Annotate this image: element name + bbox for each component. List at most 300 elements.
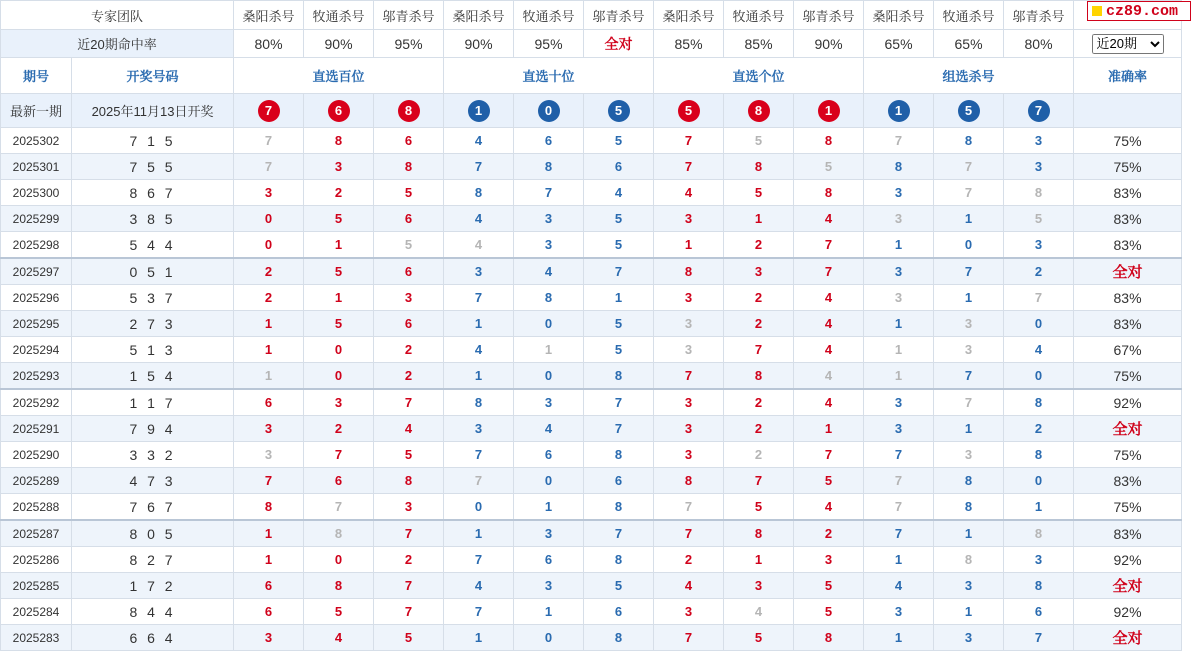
kill-number-cell: 2	[724, 389, 794, 416]
table-row	[1, 154, 1182, 180]
kill-number-cell: 5	[584, 337, 654, 363]
kill-number-cell: 5	[794, 468, 864, 494]
accuracy-cell: 全对	[1074, 625, 1182, 651]
logo-square-icon	[1092, 6, 1102, 16]
kill-number-cell: 8	[724, 520, 794, 547]
latest-ball-cell	[584, 94, 654, 128]
logo-text: cz89.com	[1106, 2, 1179, 20]
kill-number-cell: 7	[374, 520, 444, 547]
accuracy-cell: 75%	[1074, 154, 1182, 180]
kill-number-cell: 7	[934, 180, 1004, 206]
kill-number-cell: 3	[514, 573, 584, 599]
hit-rate: 90%	[444, 30, 514, 58]
table-row	[1, 285, 1182, 311]
hit-rate: 全对	[584, 30, 654, 58]
kill-number-cell: 5	[374, 442, 444, 468]
kill-number-cell: 8	[794, 180, 864, 206]
table-row	[1, 442, 1182, 468]
kill-number-cell: 4	[374, 416, 444, 442]
table-row	[1, 337, 1182, 363]
lottery-ball: 8	[748, 100, 770, 122]
kill-number-cell: 7	[444, 547, 514, 573]
kill-number-cell: 8	[654, 468, 724, 494]
kill-number-cell: 4	[444, 232, 514, 259]
kill-number-cell: 5	[374, 625, 444, 651]
kill-number-cell: 8	[1004, 573, 1074, 599]
kill-number-cell: 7	[724, 337, 794, 363]
draw-number-cell: 4 7 3	[72, 468, 234, 494]
kill-number-cell: 4	[304, 625, 374, 651]
kill-number-cell: 4	[444, 573, 514, 599]
kill-number-cell: 0	[514, 311, 584, 337]
kill-number-cell: 4	[444, 128, 514, 154]
draw-number-cell: 8 2 7	[72, 547, 234, 573]
group-header-units: 直选个位	[654, 58, 864, 94]
kill-number-cell: 3	[934, 573, 1004, 599]
kill-number-cell: 4	[584, 180, 654, 206]
kill-number-cell: 8	[514, 154, 584, 180]
kill-number-cell: 1	[234, 311, 304, 337]
kill-number-cell: 3	[864, 258, 934, 285]
period-cell: 2025297	[1, 258, 72, 285]
kill-number-cell: 3	[864, 206, 934, 232]
kill-number-cell: 1	[444, 363, 514, 390]
kill-number-cell: 3	[864, 285, 934, 311]
kill-number-cell: 1	[514, 494, 584, 521]
kill-number-cell: 5	[724, 494, 794, 521]
accuracy-cell: 92%	[1074, 389, 1182, 416]
kill-number-cell: 7	[864, 468, 934, 494]
kill-number-cell: 4	[794, 389, 864, 416]
kill-number-cell: 5	[724, 625, 794, 651]
kill-number-cell: 3	[374, 285, 444, 311]
table-row	[1, 180, 1182, 206]
accuracy-cell: 75%	[1074, 363, 1182, 390]
accuracy-cell: 75%	[1074, 494, 1182, 521]
kill-number-cell: 0	[1004, 363, 1074, 390]
kill-number-cell: 5	[794, 573, 864, 599]
group-header-tens: 直选十位	[444, 58, 654, 94]
kill-number-cell: 3	[514, 520, 584, 547]
kill-number-cell: 1	[934, 206, 1004, 232]
table-row	[1, 625, 1182, 651]
kill-number-cell: 3	[934, 625, 1004, 651]
kill-number-cell: 3	[374, 494, 444, 521]
draw-number-cell: 1 1 7	[72, 389, 234, 416]
kill-number-cell: 7	[374, 389, 444, 416]
lottery-ball: 5	[678, 100, 700, 122]
table-row	[1, 494, 1182, 521]
draw-number-cell: 3 8 5	[72, 206, 234, 232]
table-row	[1, 232, 1182, 259]
kill-number-cell: 7	[444, 599, 514, 625]
hit-rate: 95%	[514, 30, 584, 58]
kill-number-cell: 1	[724, 547, 794, 573]
hit-rate: 90%	[794, 30, 864, 58]
kill-number-cell: 6	[1004, 599, 1074, 625]
kill-number-cell: 8	[794, 128, 864, 154]
kill-number-cell: 6	[374, 258, 444, 285]
kill-number-cell: 7	[374, 573, 444, 599]
kill-number-cell: 8	[584, 547, 654, 573]
draw-number-cell: 6 6 4	[72, 625, 234, 651]
kill-number-cell: 7	[864, 442, 934, 468]
lottery-ball: 5	[958, 100, 980, 122]
kill-number-cell: 2	[374, 363, 444, 390]
kill-number-cell: 1	[304, 285, 374, 311]
kill-number-cell: 7	[654, 363, 724, 390]
kill-number-cell: 2	[724, 311, 794, 337]
expert-name: 桑阳杀号	[654, 1, 724, 30]
kill-number-cell: 6	[304, 468, 374, 494]
lottery-ball: 0	[538, 100, 560, 122]
kill-number-cell: 3	[444, 416, 514, 442]
kill-number-cell: 6	[374, 128, 444, 154]
period-cell: 2025298	[1, 232, 72, 259]
kill-number-cell: 1	[234, 363, 304, 390]
kill-number-cell: 2	[724, 232, 794, 259]
draw-number-cell: 2 7 3	[72, 311, 234, 337]
kill-number-cell: 7	[864, 520, 934, 547]
kill-number-cell: 8	[584, 625, 654, 651]
kill-number-cell: 5	[794, 599, 864, 625]
latest-ball-cell	[234, 94, 304, 128]
kill-number-cell: 0	[234, 206, 304, 232]
kill-number-cell: 8	[584, 363, 654, 390]
kill-number-cell: 1	[654, 232, 724, 259]
kill-number-cell: 3	[654, 389, 724, 416]
latest-ball-cell	[1004, 94, 1074, 128]
kill-number-cell: 0	[514, 625, 584, 651]
kill-number-cell: 7	[724, 468, 794, 494]
draw-number-cell: 8 0 5	[72, 520, 234, 547]
kill-number-cell: 3	[514, 389, 584, 416]
period-cell: 2025283	[1, 625, 72, 651]
kill-number-cell: 3	[304, 154, 374, 180]
expert-name: 邬青杀号	[1004, 1, 1074, 30]
kill-number-cell: 1	[444, 520, 514, 547]
kill-number-cell: 3	[654, 416, 724, 442]
kill-number-cell: 0	[234, 232, 304, 259]
lottery-ball: 7	[1028, 100, 1050, 122]
draw-number-cell: 8 4 4	[72, 599, 234, 625]
kill-number-cell: 3	[654, 442, 724, 468]
kill-number-cell: 5	[584, 573, 654, 599]
latest-ball-cell	[934, 94, 1004, 128]
period-cell: 2025293	[1, 363, 72, 390]
kill-number-cell: 8	[1004, 180, 1074, 206]
draw-number-cell: 7 9 4	[72, 416, 234, 442]
kill-number-cell: 8	[514, 285, 584, 311]
kill-number-cell: 3	[934, 442, 1004, 468]
kill-number-cell: 8	[1004, 389, 1074, 416]
hit-rate: 80%	[234, 30, 304, 58]
draw-number-cell: 5 1 3	[72, 337, 234, 363]
accuracy-cell: 83%	[1074, 520, 1182, 547]
col-period-header: 期号	[1, 58, 72, 94]
kill-number-cell: 3	[864, 180, 934, 206]
kill-number-cell: 8	[724, 154, 794, 180]
kill-number-cell: 7	[794, 442, 864, 468]
kill-number-cell: 3	[514, 232, 584, 259]
kill-number-cell: 0	[514, 468, 584, 494]
kill-number-cell: 5	[584, 206, 654, 232]
kill-number-cell: 8	[1004, 520, 1074, 547]
accuracy-cell: 全对	[1074, 573, 1182, 599]
kill-number-cell: 8	[374, 468, 444, 494]
kill-number-cell: 8	[444, 389, 514, 416]
kill-number-cell: 1	[934, 285, 1004, 311]
table-row	[1, 547, 1182, 573]
kill-number-cell: 4	[1004, 337, 1074, 363]
lottery-ball: 8	[398, 100, 420, 122]
kill-number-cell: 7	[794, 232, 864, 259]
kill-number-cell: 2	[794, 520, 864, 547]
period-select-cell	[1074, 30, 1182, 58]
latest-label: 最新一期	[1, 94, 72, 128]
kill-number-cell: 1	[304, 232, 374, 259]
kill-number-cell: 7	[934, 363, 1004, 390]
kill-number-cell: 4	[794, 337, 864, 363]
expert-header-row	[1, 1, 1182, 30]
kill-number-cell: 8	[864, 154, 934, 180]
kill-number-cell: 3	[654, 337, 724, 363]
kill-number-cell: 4	[794, 494, 864, 521]
kill-number-cell: 4	[514, 258, 584, 285]
kill-number-cell: 7	[584, 416, 654, 442]
lottery-ball: 7	[258, 100, 280, 122]
period-cell: 2025301	[1, 154, 72, 180]
kill-number-cell: 3	[934, 311, 1004, 337]
accuracy-cell: 75%	[1074, 442, 1182, 468]
kill-number-cell: 7	[1004, 625, 1074, 651]
latest-ball-cell	[304, 94, 374, 128]
kill-number-cell: 7	[234, 154, 304, 180]
period-cell: 2025290	[1, 442, 72, 468]
period-cell: 2025287	[1, 520, 72, 547]
kill-number-cell: 4	[794, 363, 864, 390]
kill-number-cell: 3	[1004, 547, 1074, 573]
group-header-hundreds: 直选百位	[234, 58, 444, 94]
kill-number-cell: 1	[514, 337, 584, 363]
period-cell: 2025295	[1, 311, 72, 337]
kill-number-cell: 7	[234, 468, 304, 494]
accuracy-cell: 83%	[1074, 232, 1182, 259]
kill-number-cell: 3	[724, 258, 794, 285]
table-row	[1, 128, 1182, 154]
expert-name: 邬青杀号	[584, 1, 654, 30]
col-draw-header: 开奖号码	[72, 58, 234, 94]
kill-number-cell: 1	[234, 547, 304, 573]
kill-number-cell: 8	[304, 573, 374, 599]
kill-number-cell: 7	[654, 128, 724, 154]
table-row	[1, 311, 1182, 337]
kill-number-cell: 1	[864, 311, 934, 337]
latest-ball-cell	[444, 94, 514, 128]
expert-name: 牧通杀号	[934, 1, 1004, 30]
kill-number-cell: 1	[584, 285, 654, 311]
kill-number-cell: 3	[654, 311, 724, 337]
kill-number-cell: 1	[864, 547, 934, 573]
kill-number-cell: 0	[1004, 311, 1074, 337]
accuracy-cell: 83%	[1074, 468, 1182, 494]
kill-number-cell: 5	[584, 128, 654, 154]
kill-number-cell: 7	[934, 389, 1004, 416]
kill-number-cell: 1	[864, 363, 934, 390]
lottery-ball: 5	[608, 100, 630, 122]
kill-number-cell: 4	[444, 206, 514, 232]
kill-number-cell: 6	[374, 311, 444, 337]
hit-rate: 65%	[934, 30, 1004, 58]
kill-number-cell: 0	[304, 337, 374, 363]
latest-ball-cell	[374, 94, 444, 128]
kill-number-cell: 2	[374, 547, 444, 573]
latest-ball-cell	[864, 94, 934, 128]
kill-number-cell: 5	[584, 311, 654, 337]
kill-number-cell: 8	[444, 180, 514, 206]
accuracy-cell: 全对	[1074, 258, 1182, 285]
kill-number-cell: 0	[514, 363, 584, 390]
kill-number-cell: 3	[234, 416, 304, 442]
accuracy-cell: 83%	[1074, 311, 1182, 337]
kill-number-cell: 3	[864, 599, 934, 625]
kill-number-cell: 2	[724, 416, 794, 442]
table-row	[1, 389, 1182, 416]
kill-number-cell: 8	[374, 154, 444, 180]
kill-number-cell: 1	[794, 416, 864, 442]
kill-number-cell: 5	[304, 258, 374, 285]
draw-number-cell: 0 5 1	[72, 258, 234, 285]
expert-name: 邬青杀号	[794, 1, 864, 30]
kill-number-cell: 6	[584, 468, 654, 494]
table-row	[1, 599, 1182, 625]
period-cell: 2025291	[1, 416, 72, 442]
accuracy-cell: 92%	[1074, 547, 1182, 573]
kill-number-cell: 3	[234, 180, 304, 206]
latest-date: 2025年11月13日开奖	[72, 94, 234, 128]
kill-number-cell: 3	[514, 206, 584, 232]
expert-name: 牧通杀号	[514, 1, 584, 30]
kill-number-cell: 5	[374, 180, 444, 206]
kill-number-cell: 6	[234, 389, 304, 416]
kill-number-cell: 4	[654, 180, 724, 206]
table-row	[1, 416, 1182, 442]
kill-number-cell: 1	[514, 599, 584, 625]
kill-number-cell: 2	[654, 547, 724, 573]
kill-number-cell: 7	[794, 258, 864, 285]
period-cell: 2025300	[1, 180, 72, 206]
kill-number-cell: 1	[234, 520, 304, 547]
table-row	[1, 363, 1182, 390]
kill-number-cell: 5	[304, 206, 374, 232]
kill-number-cell: 2	[234, 285, 304, 311]
kill-number-cell: 1	[444, 625, 514, 651]
kill-number-cell: 5	[374, 232, 444, 259]
latest-accuracy-cell	[1074, 94, 1182, 128]
draw-number-cell: 7 5 5	[72, 154, 234, 180]
kill-number-cell: 8	[584, 442, 654, 468]
draw-number-cell: 7 1 5	[72, 128, 234, 154]
kill-number-cell: 0	[1004, 468, 1074, 494]
kill-number-cell: 7	[514, 180, 584, 206]
period-cell: 2025299	[1, 206, 72, 232]
kill-number-cell: 6	[514, 442, 584, 468]
kill-number-cell: 2	[724, 442, 794, 468]
kill-number-cell: 3	[234, 625, 304, 651]
period-cell: 2025284	[1, 599, 72, 625]
draw-number-cell: 5 4 4	[72, 232, 234, 259]
kill-number-cell: 4	[514, 416, 584, 442]
kill-number-cell: 3	[724, 573, 794, 599]
draw-number-cell: 1 7 2	[72, 573, 234, 599]
expert-name: 桑阳杀号	[234, 1, 304, 30]
kill-number-cell: 3	[1004, 128, 1074, 154]
kill-number-cell: 8	[654, 258, 724, 285]
kill-number-cell: 3	[864, 389, 934, 416]
kill-number-cell: 3	[654, 285, 724, 311]
accuracy-cell: 83%	[1074, 206, 1182, 232]
kill-number-cell: 7	[444, 154, 514, 180]
kill-number-cell: 8	[304, 128, 374, 154]
kill-number-cell: 8	[934, 128, 1004, 154]
col-accuracy-header: 准确率	[1074, 58, 1182, 94]
kill-number-cell: 3	[864, 416, 934, 442]
expert-name: 牧通杀号	[724, 1, 794, 30]
kill-number-cell: 3	[934, 337, 1004, 363]
kill-number-cell: 1	[934, 520, 1004, 547]
kill-number-cell: 7	[304, 494, 374, 521]
latest-ball-cell	[514, 94, 584, 128]
kill-number-cell: 2	[304, 180, 374, 206]
kill-number-cell: 3	[654, 206, 724, 232]
period-cell: 2025292	[1, 389, 72, 416]
period-cell: 2025289	[1, 468, 72, 494]
draw-number-cell: 5 3 7	[72, 285, 234, 311]
kill-number-cell: 7	[444, 285, 514, 311]
kill-number-cell: 3	[444, 258, 514, 285]
period-cell: 2025285	[1, 573, 72, 599]
period-range-select[interactable]	[1092, 34, 1164, 54]
kill-number-cell: 7	[374, 599, 444, 625]
kill-number-cell: 8	[794, 625, 864, 651]
period-cell: 2025286	[1, 547, 72, 573]
hit-rate: 85%	[724, 30, 794, 58]
kill-number-cell: 7	[584, 389, 654, 416]
kill-number-cell: 5	[304, 599, 374, 625]
kill-number-cell: 6	[234, 599, 304, 625]
kill-number-cell: 2	[374, 337, 444, 363]
kill-number-cell: 1	[724, 206, 794, 232]
draw-number-cell: 8 6 7	[72, 180, 234, 206]
kill-number-cell: 7	[584, 258, 654, 285]
kill-number-cell: 2	[1004, 258, 1074, 285]
kill-number-cell: 7	[1004, 285, 1074, 311]
kill-number-cell: 0	[304, 547, 374, 573]
kill-number-cell: 1	[864, 337, 934, 363]
kill-number-cell: 7	[304, 442, 374, 468]
kill-number-cell: 4	[794, 311, 864, 337]
expert-name: 桑阳杀号	[444, 1, 514, 30]
hit-rate-label: 近20期命中率	[1, 30, 234, 58]
kill-number-cell: 6	[584, 599, 654, 625]
latest-period-row	[1, 94, 1182, 128]
team-label: 专家团队	[1, 1, 234, 30]
kill-number-cell: 7	[864, 128, 934, 154]
site-logo[interactable]	[1087, 1, 1191, 21]
period-cell: 2025302	[1, 128, 72, 154]
lottery-ball: 1	[818, 100, 840, 122]
kill-number-cell: 1	[934, 416, 1004, 442]
